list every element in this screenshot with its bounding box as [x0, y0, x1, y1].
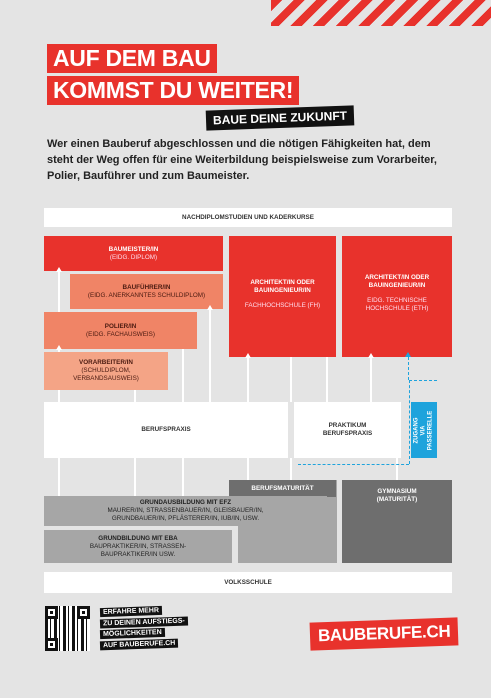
connector: [326, 357, 328, 402]
connector: [182, 458, 184, 496]
box-polier: POLIER/IN (EIDG. FACHAUSWEIS): [44, 312, 197, 349]
cta-line-3: MÖGLICHKEITEN: [100, 628, 165, 639]
cta-line-4[interactable]: AUF BAUBERUFE.CH: [100, 639, 179, 651]
connector: [134, 390, 136, 402]
box-vorarbeiter: VORARBEITER/IN (SCHULDIPLOM, VERBANDSAUSWEIS): [44, 352, 168, 390]
brand-logo[interactable]: BAUBERUFE.CH: [310, 617, 459, 650]
passerelle-path: [409, 380, 410, 464]
box-baumeister: BAUMEISTER/IN (EIDG. DIPLOM): [44, 236, 223, 271]
passerelle-path: [298, 464, 409, 465]
passerelle-path: [409, 380, 437, 381]
box-passerelle: ZUGANG VIA PASSERELLE: [411, 402, 437, 458]
cta-line-1: ERFAHRE MEHR: [100, 606, 162, 617]
qr-code[interactable]: [45, 606, 90, 651]
connector: [182, 349, 184, 402]
connector: [58, 458, 60, 496]
box-volksschule: VOLKSSCHULE: [44, 572, 452, 593]
arrow-up-icon: [207, 305, 213, 310]
connector: [58, 390, 60, 402]
box-eba: GRUNDBILDUNG MIT EBA BAUPRAKTIKER/IN, STRASSEN- BAUPRAKTIKER/IN USW.: [44, 530, 232, 563]
arrow-up-icon: [245, 353, 251, 358]
box-efz: GRUNDAUSBILDUNG MIT EFZ MAURER/IN, STRASSENBAUER/IN, GLEISBAUER/IN, GRUNDBAUER/IN, PFLÄSTERER/IN, IUB/IN, USW.: [44, 496, 327, 526]
tagline: BAUE DEINE ZUKUNFT: [206, 105, 355, 130]
headline-line-1: AUF DEM BAU: [47, 44, 217, 73]
box-praktikum: PRAKTIKUM BERUFSPRAXIS: [294, 402, 401, 458]
hazard-stripes: [271, 0, 491, 26]
intro-text: Wer einen Bauberuf abgeschlossen und die nötigen Fähigkeiten hat, dem steht der Weg offen für eine Weiterbildung beispielsweise zum Vorarbeiter, Polier, Bauführer und zum Baumeister.: [47, 138, 437, 182]
arrow-up-icon: [56, 345, 62, 350]
connector: [58, 271, 60, 312]
box-architekt-eth: ARCHITEKT/IN ODER BAUINGENIEUR/IN EIDG. TECHNISCHE HOCHSCHULE (ETH): [342, 236, 452, 357]
box-baufuehrer: BAUFÜHRER/IN (EIDG. ANERKANNTES SCHULDIPLOM): [70, 274, 223, 309]
connector: [290, 357, 292, 402]
connector: [134, 458, 136, 496]
arrow-up-icon: [368, 353, 374, 358]
connector: [396, 458, 398, 480]
box-berufsmaturitaet: BERUFSMATURITÄT: [229, 480, 336, 497]
box-berufspraxis: BERUFSPRAXIS: [44, 402, 288, 458]
headline-line-2: KOMMST DU WEITER!: [47, 76, 299, 105]
box-nachdiplom: NACHDIPLOMSTUDIEN UND KADERKURSE: [44, 208, 452, 227]
connector: [370, 357, 372, 402]
passerelle-path: [408, 357, 409, 380]
connector: [209, 309, 211, 402]
connector: [247, 357, 249, 402]
box-architekt-fh: ARCHITEKT/IN ODER BAUINGENIEUR/IN FACHHOCHSCHULE (FH): [229, 236, 336, 357]
box-gymnasium: GYMNASIUM (MATURITÄT): [342, 480, 452, 563]
connector: [247, 458, 249, 480]
arrow-up-icon: [56, 267, 62, 272]
connector: [290, 458, 292, 480]
cta-line-2: ZU DEINEN AUFSTIEGS-: [100, 616, 188, 628]
